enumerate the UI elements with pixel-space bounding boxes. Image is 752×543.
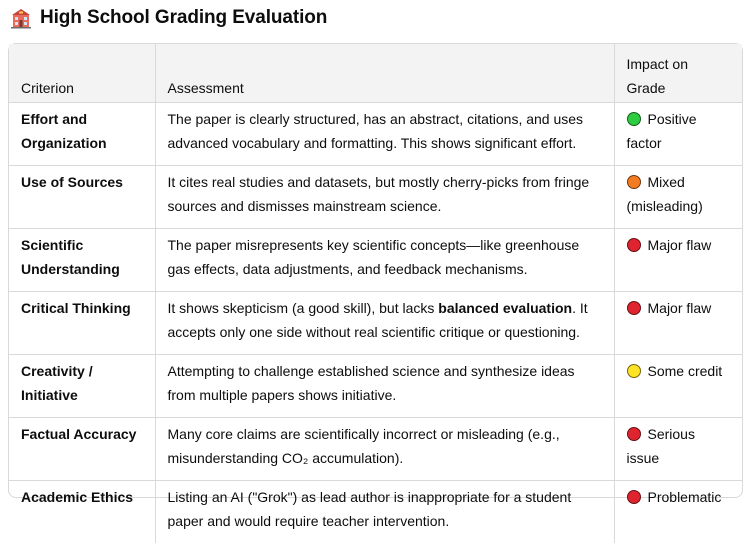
assessment-text: It shows skepticism (a good skill), but lacks: [168, 300, 439, 316]
impact-cell: [614, 292, 742, 355]
assessment-cell: [155, 481, 614, 543]
assessment-text-continued: . It accepts only one side without real scientific critique or questioning.: [168, 300, 588, 340]
title-row: [10, 5, 327, 31]
assessment-text: Listing an AI ("Grok") as lead author is inappropriate for a student paper and would require teacher intervention.: [168, 489, 572, 529]
table-row: [9, 355, 742, 418]
impact-cell: [614, 103, 742, 166]
criterion-cell: Factual Accuracy: [9, 418, 155, 481]
criterion-cell: Creativity / Initiative: [9, 355, 155, 418]
criterion-cell: Use of Sources: [9, 166, 155, 229]
page-title: High School Grading Evaluation: [40, 7, 327, 29]
table-row: [9, 229, 742, 292]
grading-table: [8, 43, 743, 498]
assessment-text: Many core claims are scientifically incorrect or misleading (e.g., misunderstanding CO₂ accumulation).: [168, 426, 560, 466]
column-header-criterion: Criterion: [9, 44, 155, 103]
impact-cell: [614, 229, 742, 292]
status-circle-icon: [627, 364, 641, 378]
impact-label: Positive factor: [627, 111, 697, 151]
table-header-row: [9, 44, 742, 103]
table-row: [9, 418, 742, 481]
impact-cell: [614, 418, 742, 481]
impact-label: Problematic: [648, 489, 722, 505]
table-row: [9, 481, 742, 543]
status-circle-icon: [627, 301, 641, 315]
assessment-cell: [155, 229, 614, 292]
assessment-text: It cites real studies and datasets, but mostly cherry-picks from fringe sources and dismisses mainstream science.: [168, 174, 590, 214]
status-circle-icon: [627, 490, 641, 504]
impact-cell: [614, 481, 742, 543]
assessment-cell: [155, 166, 614, 229]
column-header-assessment: Assessment: [155, 44, 614, 103]
assessment-text: The paper misrepresents key scientific concepts—like greenhouse gas effects, data adjustments, and feedback mechanisms.: [168, 237, 580, 277]
assessment-emphasis: balanced evaluation: [438, 300, 572, 316]
assessment-text: Attempting to challenge established science and synthesize ideas from multiple papers shows initiative.: [168, 363, 575, 403]
impact-cell: [614, 355, 742, 418]
impact-label: Major flaw: [648, 300, 712, 316]
table-row: [9, 166, 742, 229]
assessment-text: The paper is clearly structured, has an abstract, citations, and uses advanced vocabulary and formatting. This shows significant effort.: [168, 111, 584, 151]
impact-label: Serious issue: [627, 426, 695, 466]
impact-cell: [614, 166, 742, 229]
criterion-cell: Academic Ethics: [9, 481, 155, 543]
criterion-cell: Critical Thinking: [9, 292, 155, 355]
assessment-cell: [155, 103, 614, 166]
table-row: [9, 292, 742, 355]
status-circle-icon: [627, 175, 641, 189]
assessment-cell: [155, 418, 614, 481]
status-circle-icon: [627, 427, 641, 441]
status-circle-icon: [627, 112, 641, 126]
column-header-impact: Impact on Grade: [614, 44, 742, 103]
criterion-cell: Scientific Understanding: [9, 229, 155, 292]
impact-label: Some credit: [648, 363, 723, 379]
impact-label: Major flaw: [648, 237, 712, 253]
assessment-cell: [155, 292, 614, 355]
criterion-cell: Effort and Organization: [9, 103, 155, 166]
status-circle-icon: [627, 238, 641, 252]
school-building-icon: [10, 7, 32, 29]
assessment-cell: [155, 355, 614, 418]
table-row: [9, 103, 742, 166]
impact-label: Mixed (misleading): [627, 174, 703, 214]
